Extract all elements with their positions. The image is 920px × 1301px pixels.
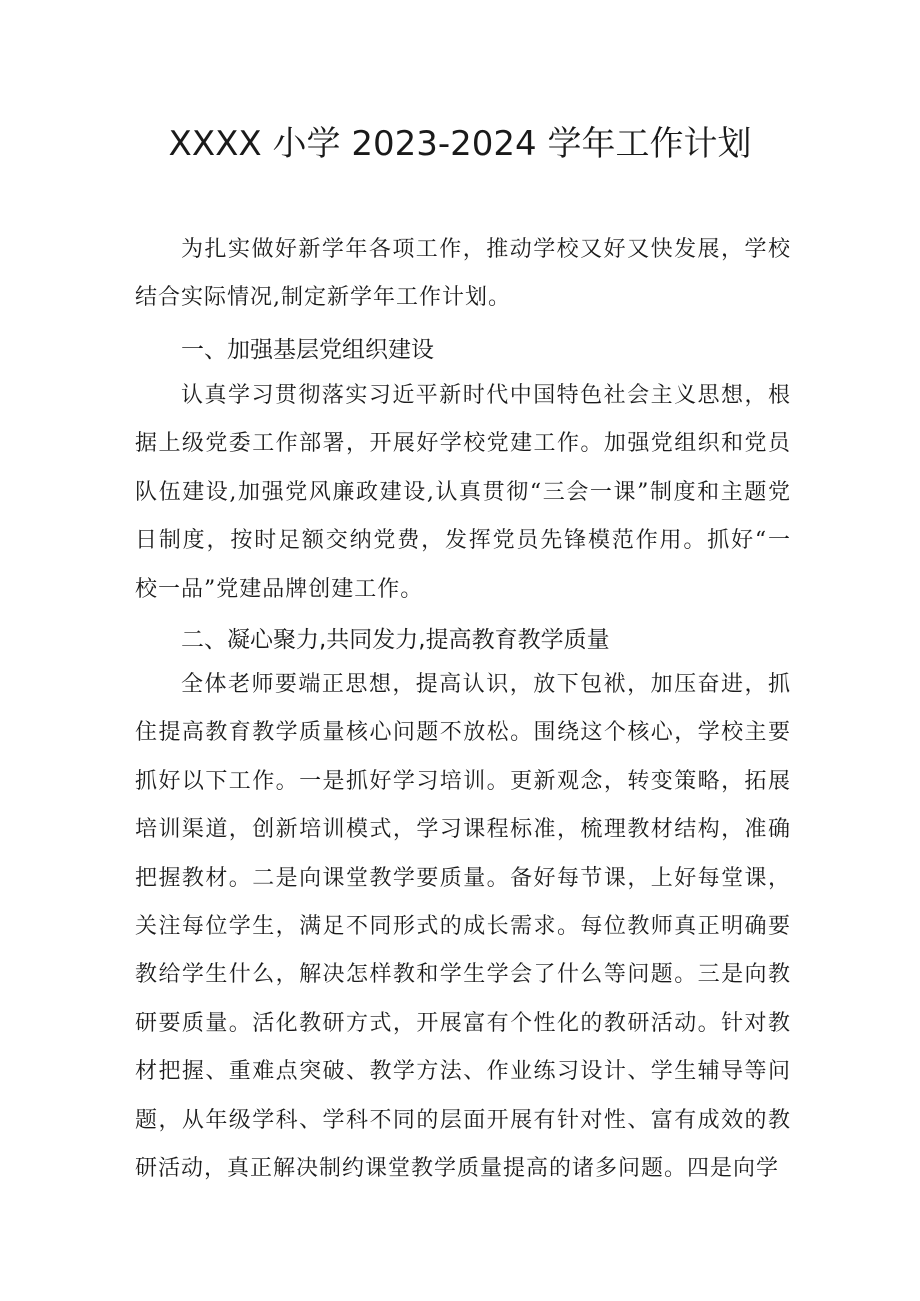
section-heading-1: 一、加强基层党组织建设	[181, 337, 434, 363]
section-heading-2: 二、凝心聚力,共同发力,提高教育教学质量	[181, 627, 610, 653]
intro-paragraph: 为扎实做好新学年各项工作，推动学校又好又快发展，学校结合实际情况,制定新学年工作计划。	[135, 237, 791, 311]
section-paragraph-2: 全体老师要端正思想，提高认识，放下包袱，加压奋进，抓住提高教育教学质量核心问题不放松。围绕这个核心，学校主要抓好以下工作。一是抓好学习培训。更新观念，转变策略，拓展培训渠道，创新培训模式，学习课程标准，梳理教材结构，准确把握教材。二是向课堂教学要质量。备好每节课，上好每堂课，关注每位学生，满足不同形式的成长需求。每位教师真正明确要教给学生什么，解决怎样教和学生学会了什么等问题。三是向教研要质量。活化教研方式，开展富有个性化的教研活动。针对教材把握、重难点突破、教学方法、作业练习设计、学生辅导等问题，从年级学科、学科不同的层面开展有针对性、富有成效的教研活动，真正解决制约课堂教学质量提高的诸多问题。四是向学	[135, 672, 791, 1182]
document-title: XXXX 小学 2023-2024 学年工作计划	[168, 124, 752, 164]
section-paragraph-1: 认真学习贯彻落实习近平新时代中国特色社会主义思想，根据上级党委工作部署，开展好学校党建工作。加强党组织和党员队伍建设,加强党风廉政建设,认真贯彻“三会一课”制度和主题党日制度，按时足额交纳党费，发挥党员先锋模范作用。抓好“一校一品”党建品牌创建工作。	[135, 383, 791, 602]
